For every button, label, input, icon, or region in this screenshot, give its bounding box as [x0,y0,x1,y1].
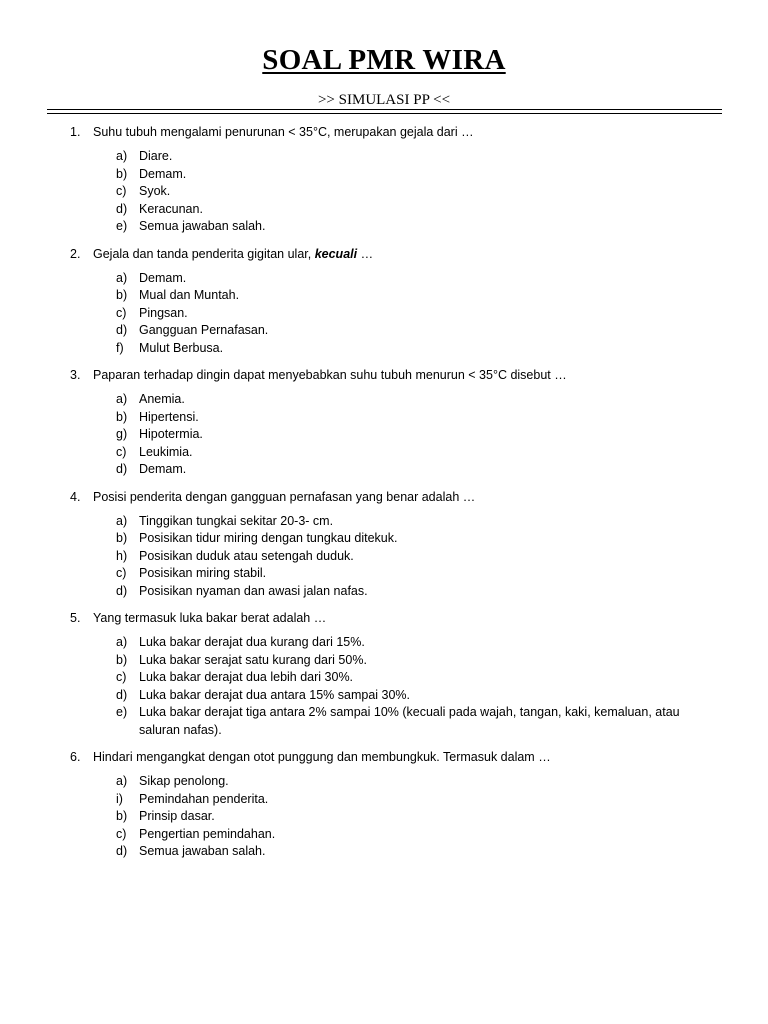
option-item [0,773,768,791]
option-item [0,548,768,566]
option-text: Posisikan duduk atau setengah duduk. [139,548,354,563]
option-text: Demam. [139,462,187,476]
option-text: Hipertensi. [139,409,199,424]
question-list [0,122,768,869]
option-item [0,166,768,184]
question-number: 1. [70,125,81,139]
option-list [0,634,768,739]
option-item [0,461,768,479]
option-text: Diare. [139,149,173,163]
question-text: Posisi penderita dengan gangguan pernafasan yang benar adalah … [93,489,476,504]
option-text: Luka bakar serajat satu kurang dari 50%. [139,652,367,667]
option-text: Luka bakar derajat dua antara 15% sampai 30%. [139,687,411,702]
option-text: Luka bakar derajat tiga antara 2% sampai 10% (kecuali pada wajah, tangan, kaki, kemaluan, atau saluran nafas). [139,705,680,737]
option-letter: c) [116,670,127,684]
option-item [0,444,768,462]
option-text: Mulut Berbusa. [139,340,224,355]
option-letter: h) [116,548,128,563]
page-title: SOAL PMR WIRA [262,44,506,76]
option-list [0,513,768,601]
option-letter: b) [116,409,128,424]
question-6 [0,747,768,861]
option-letter: d) [116,687,128,702]
option-item [0,287,768,305]
question-text: Suhu tubuh mengalami penurunan < 35°C, merupakan gejala dari … [93,125,474,139]
option-text: Leukimia. [139,444,193,459]
option-text: Anemia. [139,392,185,406]
option-text: Posisikan tidur miring dengan tungkau ditekuk. [139,531,398,545]
question-text-start: Gejala dan tanda penderita gigitan ular, [93,246,315,261]
option-text: Posisikan miring stabil. [139,566,267,580]
option-letter: d) [116,201,128,216]
option-text: Pingsan. [139,305,188,320]
question-text: Yang termasuk luka bakar berat adalah … [93,611,327,625]
double-rule-divider [47,109,722,114]
option-text: Posisikan nyaman dan awasi jalan nafas. [139,583,368,598]
question-emphasis: kecuali [314,246,358,261]
option-text: Demam. [139,270,187,285]
option-list [0,148,768,236]
option-item [0,218,768,236]
question-number: 3. [70,368,81,382]
option-text: Demam. [139,166,187,181]
option-text: Mual dan Muntah. [139,288,240,302]
option-letter: b) [116,288,128,302]
option-item [0,201,768,219]
option-letter: b) [116,652,128,667]
option-letter: b) [116,809,128,823]
option-letter: a) [116,392,128,406]
option-text: Tinggikan tungkai sekitar 20-3- cm. [139,513,334,528]
option-letter: e) [116,705,128,719]
option-item [0,565,768,583]
option-letter: a) [116,149,128,163]
question-4 [0,487,768,601]
question-text: Hindari mengangkat dengan otot punggung dan membungkuk. Termasuk dalam … [93,750,551,764]
option-item [0,791,768,809]
option-item [0,843,768,861]
option-text: Luka bakar derajat dua kurang dari 15%. [139,635,365,649]
option-item [0,583,768,601]
option-text: Pemindahan penderita. [139,791,269,806]
option-letter: b) [116,166,128,181]
option-letter: d) [116,583,128,598]
option-text: Gangguan Pernafasan. [139,323,269,337]
option-item [0,322,768,340]
option-text: Sikap penolong. [139,774,229,788]
option-letter: a) [116,774,128,788]
option-text: Syok. [139,184,171,198]
option-item [0,704,768,739]
option-item [0,391,768,409]
option-letter: f) [116,340,124,355]
question-3 [0,365,768,479]
option-item [0,270,768,288]
option-text: Semua jawaban salah. [139,844,266,858]
option-letter: c) [116,566,127,580]
option-item [0,426,768,444]
question-number: 4. [70,489,81,504]
option-item [0,652,768,670]
option-item [0,340,768,358]
question-number: 5. [70,611,81,625]
option-item [0,409,768,427]
question-5 [0,608,768,739]
option-item [0,634,768,652]
option-item [0,183,768,201]
question-text-end: … [357,246,374,261]
question-number: 6. [70,750,81,764]
question-2 [0,244,768,358]
option-text: Luka bakar derajat dua lebih dari 30%. [139,670,354,684]
option-item [0,669,768,687]
option-letter: c) [116,305,127,320]
option-item [0,687,768,705]
option-letter: c) [116,184,127,198]
option-item [0,530,768,548]
option-letter: a) [116,513,128,528]
option-letter: d) [116,844,128,858]
option-letter: b) [116,531,128,545]
option-text: Pengertian pemindahan. [139,826,276,841]
option-list [0,391,768,479]
option-text: Prinsip dasar. [139,809,215,823]
option-letter: a) [116,635,128,649]
option-item [0,808,768,826]
option-letter: c) [116,444,127,459]
option-letter: a) [116,270,128,285]
option-letter: d) [116,323,128,337]
option-item [0,148,768,166]
option-letter: e) [116,219,128,233]
option-letter: d) [116,462,128,476]
page-subtitle: >> SIMULASI PP << [317,92,451,108]
option-text: Semua jawaban salah. [139,219,266,233]
question-text [93,244,373,264]
option-text: Keracunan. [139,201,203,216]
option-item [0,826,768,844]
question-1 [0,122,768,236]
option-text: Hipotermia. [139,427,203,441]
option-letter: i) [116,791,123,806]
option-letter: c) [116,826,127,841]
option-item [0,305,768,323]
question-number: 2. [70,246,81,261]
option-item [0,513,768,531]
question-text: Paparan terhadap dingin dapat menyebabkan suhu tubuh menurun < 35°C disebut … [93,368,567,382]
option-list [0,773,768,861]
option-list [0,270,768,358]
option-letter: g) [116,427,128,441]
